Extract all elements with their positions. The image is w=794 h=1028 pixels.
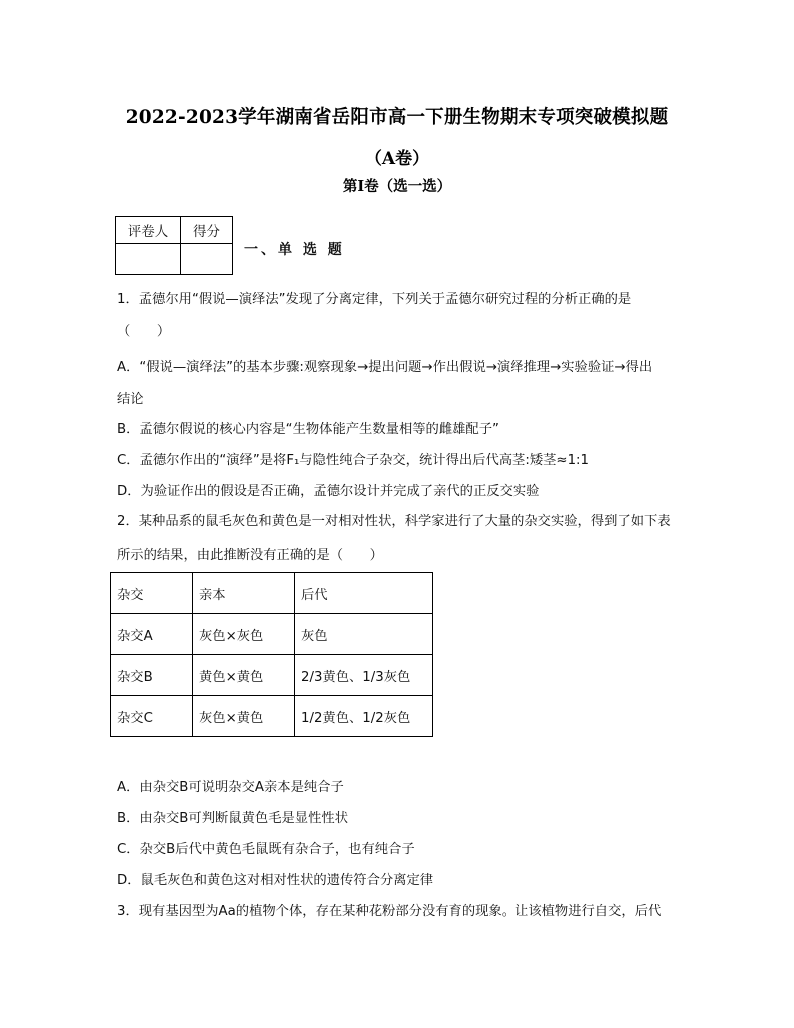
- table-cell: 1/2黄色、1/2灰色: [295, 696, 433, 737]
- q1-option-a-line2: 结论: [117, 392, 144, 407]
- table-cell: 灰色: [295, 614, 433, 655]
- q1-stem-line1: 1．孟德尔用“假说—演绎法”发现了分离定律，下列关于孟德尔研究过程的分析正确的是: [117, 292, 632, 307]
- q2-stem-line2: 所示的结果，由此推断没有正确的是（ ）: [117, 548, 383, 563]
- score-cell: [181, 244, 233, 275]
- cross-results-table: [110, 572, 433, 737]
- table-header-cell: 杂交: [111, 573, 193, 614]
- q1-option-c: C．孟德尔作出的“演绎”是将F₁与隐性纯合子杂交，统计得出后代高茎:矮茎≈1:1: [117, 453, 589, 468]
- grader-label: 评卷人: [116, 217, 181, 244]
- q2-option-d: D．鼠毛灰色和黄色这对相对性状的遗传符合分离定律: [117, 873, 434, 888]
- table-header-cell: 后代: [295, 573, 433, 614]
- section-heading: 一、单 选 题: [244, 242, 345, 258]
- score-box: [115, 216, 233, 275]
- table-cell: 黄色×黄色: [193, 655, 295, 696]
- table-header-cell: 亲本: [193, 573, 295, 614]
- table-header-row: [111, 573, 433, 614]
- exam-title-paper-a: （A卷）: [364, 149, 430, 169]
- q2-option-a: A．由杂交B可说明杂交A亲本是纯合子: [117, 780, 344, 795]
- exam-title: 2022-2023学年湖南省岳阳市高一下册生物期末专项突破模拟题: [125, 107, 669, 128]
- q1-option-b: B．孟德尔假说的核心内容是“生物体能产生数量相等的雌雄配子”: [117, 422, 499, 437]
- table-row: [111, 614, 433, 655]
- table-cell: 杂交C: [111, 696, 193, 737]
- table-cell: 杂交B: [111, 655, 193, 696]
- q2-option-c: C．杂交B后代中黄色毛鼠既有杂合子，也有纯合子: [117, 842, 415, 857]
- grader-cell: [116, 244, 181, 275]
- table-cell: 杂交A: [111, 614, 193, 655]
- q3-stem-line1: 3．现有基因型为Aa的植物个体，存在某种花粉部分没有育的现象。让该植物进行自交，后代: [117, 904, 662, 919]
- table-row: [111, 696, 433, 737]
- q2-stem-line1: 2．某种品系的鼠毛灰色和黄色是一对相对性状，科学家进行了大量的杂交实验，得到了如下表: [117, 514, 671, 529]
- q1-option-d: D．为验证作出的假设是否正确，孟德尔设计并完成了亲代的正反交实验: [117, 484, 540, 499]
- table-cell: 灰色×黄色: [193, 696, 295, 737]
- table-cell: 灰色×灰色: [193, 614, 295, 655]
- q1-option-a-line1: A．“假说—演绎法”的基本步骤:观察现象→提出问题→作出假说→演绎推理→实验验证→得出: [117, 360, 653, 375]
- score-label: 得分: [181, 217, 233, 244]
- table-row: [111, 655, 433, 696]
- q1-stem-line2: （ ）: [117, 324, 171, 339]
- volume-heading: 第I卷（选一选）: [342, 178, 452, 195]
- q2-option-b: B．由杂交B可判断鼠黄色毛是显性性状: [117, 811, 348, 826]
- table-cell: 2/3黄色、1/3灰色: [295, 655, 433, 696]
